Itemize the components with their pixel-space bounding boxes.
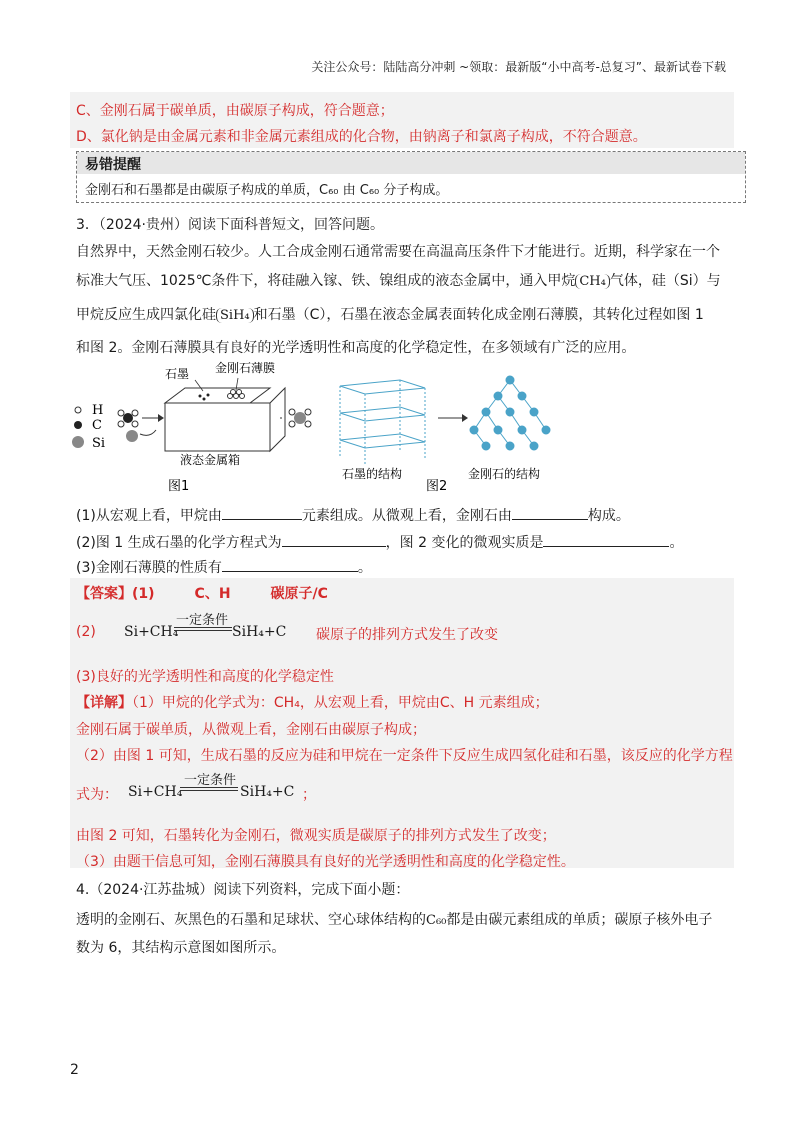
si-arrow [140, 430, 156, 435]
diamond-structure [470, 376, 550, 450]
q2-text-a: (2)图 1 生成石墨的化学方程式为 [76, 535, 282, 551]
methane-molecule [118, 410, 164, 427]
answer-tag: 【答案】 [76, 586, 132, 602]
q3-p2-text-a: 标准大气压、1025℃条件下，将硅融入镓、铁、镍组成的液态金属中，通入甲烷 [76, 273, 576, 289]
q3-text-b: 。 [357, 560, 372, 576]
diamond-film-label: 金刚石薄膜 [215, 361, 276, 375]
q3-p2-text-b: 气体，硅（Si）与 [609, 273, 721, 289]
equation-condition: 一定条件 [176, 613, 229, 628]
q4-p1-text-b: 都是由碳元素组成的单质；碳原子核外电子 [446, 912, 713, 928]
silane-formula: SiH₄ [216, 308, 254, 323]
q1-blank-1[interactable] [222, 506, 302, 520]
figure-diagram [70, 358, 590, 498]
q3-blank-1[interactable] [222, 558, 358, 572]
q3-p3-text-b: 和石墨（C），石墨在液态金属表面转化成金刚石薄膜，其转化过程如图 1 [253, 307, 704, 323]
equation-left: Si+CH₄ [124, 624, 179, 640]
error-tip-title: 易错提醒 [77, 152, 745, 174]
graphite-structure [340, 380, 425, 466]
q4-heading: 4.（2024·江苏盐城）阅读下列资料，完成下面小题： [76, 882, 410, 898]
legend-c: C [92, 418, 102, 433]
q3-paragraph-line-3 [76, 304, 704, 324]
q4-paragraph-line-1 [76, 909, 712, 929]
answer-line-1 [76, 583, 328, 603]
equation-double-line [174, 627, 232, 631]
error-tip-body: 金刚石和石墨都是由碳原子构成的单质，C₆₀ 由 C₆₀ 分子构成。 [85, 183, 449, 198]
methane-formula: CH₄ [575, 274, 610, 289]
q1-text-b: 元素组成。从微观上看，金刚石由 [301, 508, 512, 524]
q2-text-b: ，图 2 变化的微观实质是 [385, 535, 544, 551]
answer-2-num: (2) [76, 624, 96, 640]
legend-si: Si [92, 436, 106, 451]
q3-heading: 3．（2024·贵州）阅读下面科普短文，回答问题。 [76, 217, 384, 233]
graphite-label: 石墨 [165, 367, 190, 381]
detail-4-text-a: 式为： [76, 787, 118, 803]
detail-line-6: （3）由题干信息可知，金刚石薄膜具有良好的光学透明性和高度的化学稳定性。 [76, 854, 575, 870]
equation-right: SiH₄+C [232, 624, 287, 640]
page-number: 2 [70, 1062, 79, 1078]
q3-paragraph-line-2 [76, 270, 721, 290]
q3-subquestion-2 [76, 532, 683, 552]
page-header: 关注公众号：陆陆高分冲刺 ~领取：最新版“小中高考-总复习”、最新试卷下载 [311, 60, 726, 74]
detail-equation-right: SiH₄+C [240, 784, 295, 800]
option-c-line: C、金刚石属于碳单质，由碳原子构成，符合题意； [76, 103, 394, 119]
diamond-structure-label: 金刚石的结构 [468, 467, 541, 481]
q1-text-a: (1)从宏观上看，甲烷由 [76, 508, 222, 524]
error-tip-box [76, 151, 746, 203]
q4-p1-text-a: 透明的金刚石、灰黑色的石墨和足球状、空心球体结构的 [76, 912, 426, 928]
figure-2-caption: 图2 [426, 479, 448, 494]
q2-text-c: 。 [669, 535, 684, 551]
answer-1-num: (1) [132, 586, 155, 602]
si-atom [126, 430, 138, 442]
answer-1-value-2: 碳原子/C [270, 586, 328, 602]
answer-line-3: (3)良好的光学透明性和高度的化学稳定性 [76, 669, 334, 685]
option-d-line: D、氯化钠是由金属元素和非金属元素组成的化合物，由钠离子和氯离子构成，不符合题意。 [76, 129, 647, 145]
q3-text-a: (3)金刚石薄膜的性质有 [76, 560, 222, 576]
detail-equation-double-line [180, 787, 238, 791]
answer-2-text: 碳原子的排列方式发生了改变 [316, 627, 498, 643]
detail-1-text: （1）甲烷的化学式为：CH₄，从宏观上看，甲烷由C、H 元素组成； [132, 695, 549, 711]
detail-equation-left: Si+CH₄ [128, 784, 183, 800]
q4-paragraph-line-2: 数为 6，其结构示意图如图所示。 [76, 940, 286, 956]
detail-equation-condition: 一定条件 [184, 773, 237, 788]
c60-formula: C₆₀ [426, 913, 447, 928]
q3-paragraph-line-4: 和图 2。金刚石薄膜具有良好的光学透明性和高度的化学稳定性，在多领域有广泛的应用。 [76, 340, 636, 356]
q3-subquestion-1 [76, 505, 630, 525]
detail-4-text-b: ； [302, 787, 316, 803]
q3-subquestion-3 [76, 557, 372, 577]
liquid-metal-box [165, 378, 285, 451]
detail-line-5: 由图 2 可知，石墨转化为金刚石，微观实质是碳原子的排列方式发生了改变； [76, 828, 556, 844]
detail-line-1 [76, 692, 549, 712]
detail-tag: 【详解】 [76, 695, 132, 711]
q3-p3-text-a: 甲烷反应生成四氯化硅 [76, 307, 216, 323]
q3-paragraph-line-1: 自然界中，天然金刚石较少。人工合成金刚石通常需要在高温高压条件下才能进行。近期，科学家在一个 [76, 244, 720, 260]
q2-blank-1[interactable] [282, 533, 386, 547]
q2-blank-2[interactable] [543, 533, 669, 547]
answer-1-value-1: C、H [194, 586, 231, 602]
graphite-structure-label: 石墨的结构 [342, 467, 403, 481]
liquid-metal-label: 液态金属箱 [180, 453, 241, 467]
figure-1-caption: 图1 [168, 479, 190, 494]
legend-h: H [92, 403, 104, 418]
q1-blank-2[interactable] [512, 506, 588, 520]
detail-line-2: 金刚石属于碳单质，从微观上看，金刚石由碳原子构成； [76, 722, 426, 738]
atom-legend [72, 403, 105, 451]
detail-line-3: （2）由图 1 可知，生成石墨的反应为硅和甲烷在一定条件下反应生成四氢化硅和石墨，该反应的化学方程 [76, 748, 733, 764]
q1-text-c: 构成。 [587, 508, 630, 524]
